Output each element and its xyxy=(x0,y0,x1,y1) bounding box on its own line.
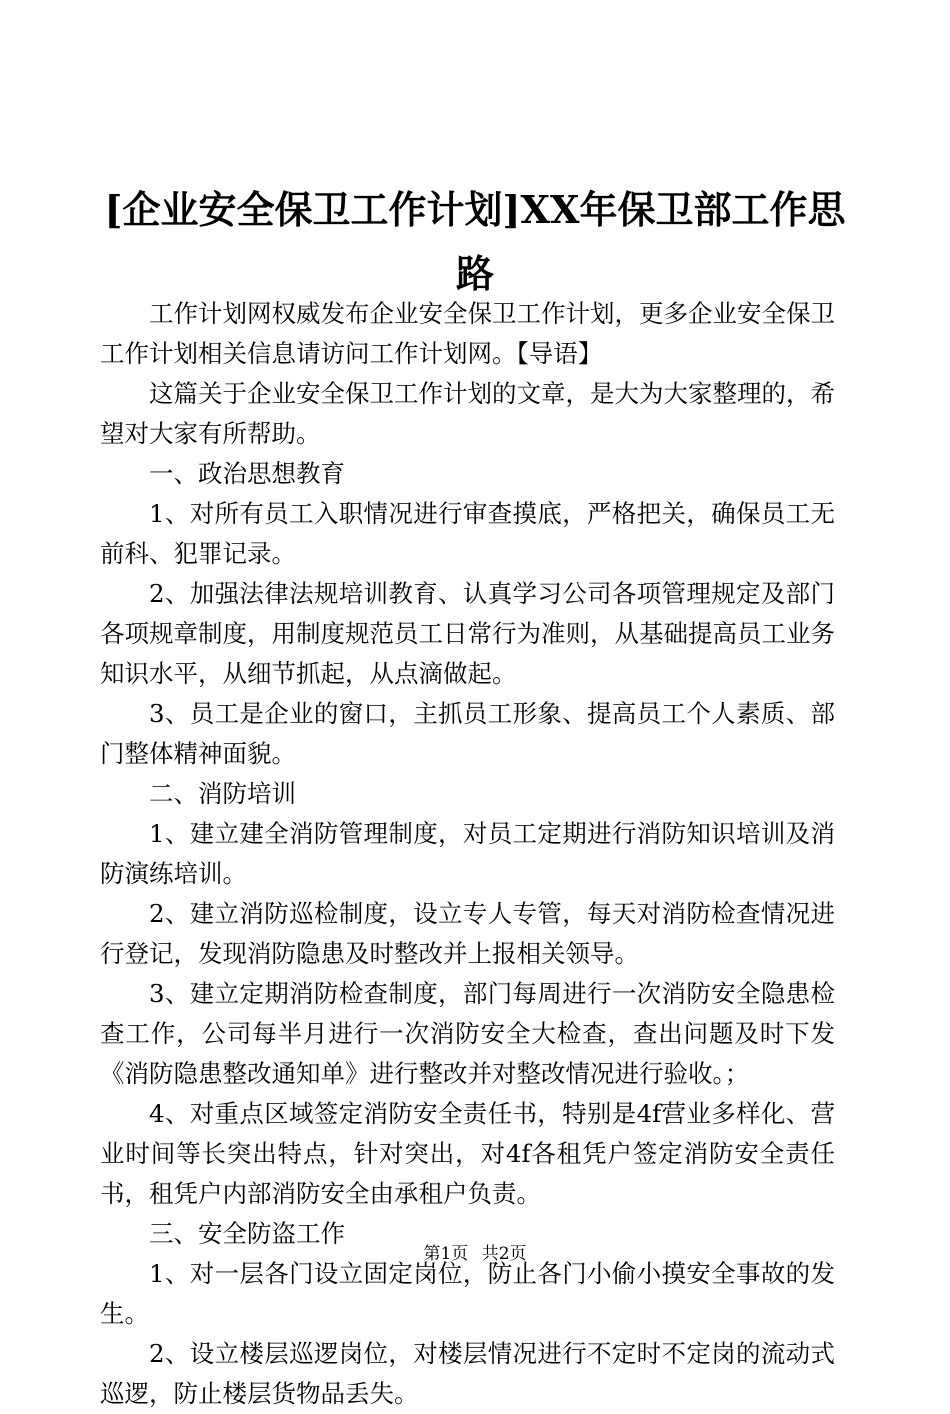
section-heading-political-education: 一、政治思想教育 xyxy=(149,459,345,488)
page-footer xyxy=(0,1242,950,1266)
paragraph-fire-1: 1、建立建全消防管理制度，对员工定期进行消防知识培训及消防演练培训。 xyxy=(100,819,835,888)
paragraph-preface: 这篇关于企业安全保卫工作计划的文章，是大为大家整理的，希望对大家有所帮助。 xyxy=(100,379,835,448)
paragraph-political-3: 3、员工是企业的窗口，主抓员工形象、提高员工个人素质、部门整体精神面貌。 xyxy=(100,699,835,768)
section-heading-fire-training: 二、消防培训 xyxy=(149,779,296,808)
page-number-total: 共2页 xyxy=(481,1244,527,1264)
paragraph-intro: 工作计划网权威发布企业安全保卫工作计划，更多企业安全保卫工作计划相关信息请访问工作计划网。【导语】 xyxy=(100,299,835,368)
paragraph-fire-4: 4、对重点区域签定消防安全责任书，特别是4f营业多样化、营业时间等长突出特点，针对突出，对4f各租凭户签定消防安全责任书，租凭户内部消防安全由承租户负责。 xyxy=(100,1099,835,1208)
page-number-current: 第1页 xyxy=(423,1244,469,1264)
section-heading-anti-theft: 三、安全防盗工作 xyxy=(149,1219,345,1248)
paragraph-fire-2: 2、建立消防巡检制度，设立专人专管，每天对消防检查情况进行登记，发现消防隐患及时整改并上报相关领导。 xyxy=(100,899,835,968)
paragraph-anti-theft-1: 1、对一层各门设立固定岗位，防止各门小偷小摸安全事故的发生。 xyxy=(100,1259,835,1328)
paragraph-anti-theft-2: 2、设立楼层巡逻岗位，对楼层情况进行不定时不定岗的流动式巡逻，防止楼层货物品丢失。 xyxy=(100,1339,835,1408)
paragraph-political-2: 2、加强法律法规培训教育、认真学习公司各项管理规定及部门各项规章制度，用制度规范员工日常行为准则，从基础提高员工业务知识水平，从细节抓起，从点滴做起。 xyxy=(100,579,835,688)
paragraph-fire-3: 3、建立定期消防检查制度，部门每周进行一次消防安全隐患检查工作，公司每半月进行一次消防安全大检查，查出问题及时下发《消防隐患整改通知单》进行整改并对整改情况进行验收。； xyxy=(100,979,835,1088)
document-title: [企业安全保卫工作计划]XX年保卫部工作思路 xyxy=(104,187,846,296)
paragraph-political-1: 1、对所有员工入职情况进行审查摸底，严格把关，确保员工无前科、犯罪记录。 xyxy=(100,499,835,568)
